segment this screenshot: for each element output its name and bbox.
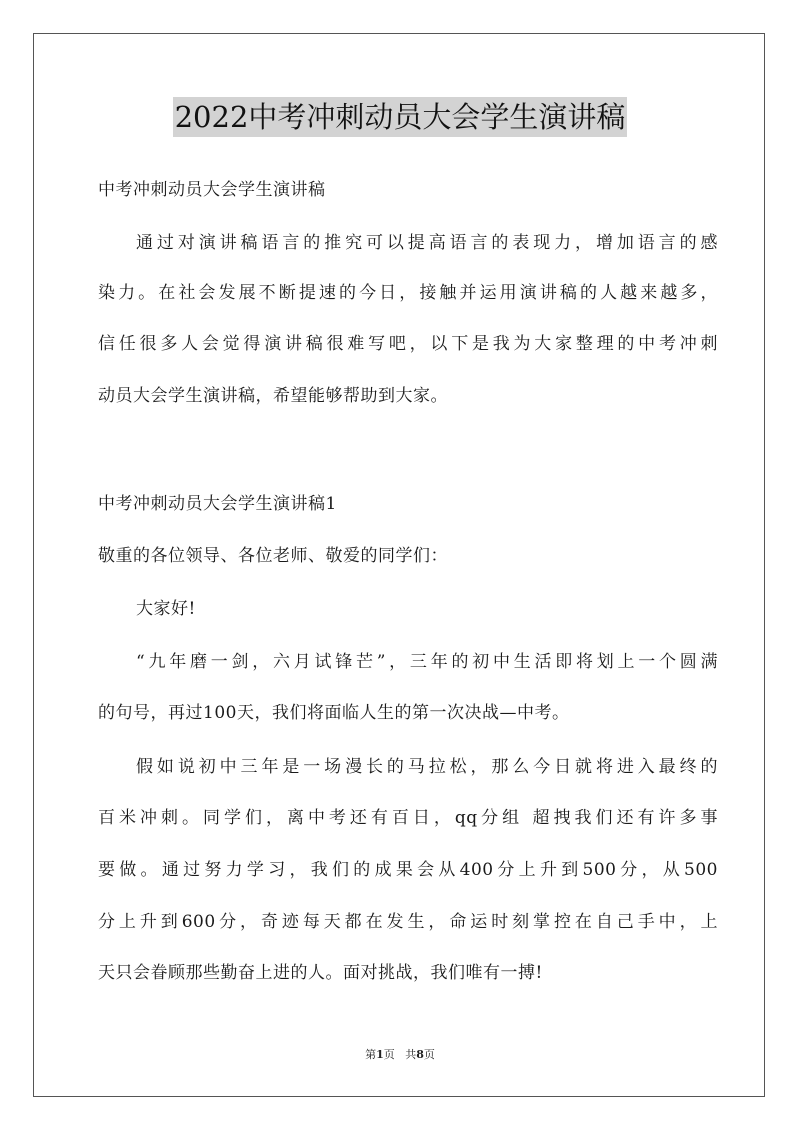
intro-line-4: 动员大会学生演讲稿，希望能够帮助到大家。 bbox=[98, 386, 448, 406]
footer-total-pages: 8 bbox=[416, 1048, 424, 1061]
document-title-text: 2022中考冲刺动员大会学生演讲稿 bbox=[173, 97, 628, 137]
document-subtitle: 中考冲刺动员大会学生演讲稿 bbox=[98, 180, 326, 200]
para2-line-1: 假如说初中三年是一场漫长的马拉松，那么今日就将进入最终的 bbox=[136, 757, 718, 777]
para2-line-4: 分上升到600分，奇迹每天都在发生，命运时刻掌控在自己手中，上 bbox=[98, 912, 718, 932]
para2-line-2: 百米冲刺。同学们，离中考还有百日，qq分组 超拽我们还有许多事 bbox=[98, 808, 718, 828]
intro-line-2: 染力。在社会发展不断提速的今日，接触并运用演讲稿的人越来越多， bbox=[98, 283, 718, 303]
section-heading: 中考冲刺动员大会学生演讲稿1 bbox=[98, 494, 337, 514]
para2-line-3: 要做。通过努力学习，我们的成果会从400分上升到500分，从500 bbox=[98, 860, 718, 880]
footer-current-page: 1 bbox=[376, 1048, 384, 1061]
para2-line-5: 天只会眷顾那些勤奋上进的人。面对挑战，我们唯有一搏! bbox=[98, 963, 543, 983]
para1-line-2: 的句号，再过100天，我们将面临人生的第一次决战—中考。 bbox=[98, 703, 570, 723]
intro-line-1: 通过对演讲稿语言的推究可以提高语言的表现力，增加语言的感 bbox=[136, 233, 718, 253]
document-title bbox=[0, 97, 800, 137]
greeting: 大家好! bbox=[136, 599, 196, 619]
para1-line-1: “九年磨一剑，六月试锋芒”，三年的初中生活即将划上一个圆满 bbox=[136, 652, 718, 672]
salutation: 敬重的各位领导、各位老师、敬爱的同学们： bbox=[98, 546, 448, 566]
page-footer bbox=[0, 1046, 800, 1062]
footer-prefix: 第 bbox=[365, 1048, 377, 1061]
footer-page-unit: 页 bbox=[383, 1048, 395, 1061]
intro-line-3: 信任很多人会觉得演讲稿很难写吧，以下是我为大家整理的中考冲刺 bbox=[98, 334, 718, 354]
footer-total-unit: 页 bbox=[423, 1048, 435, 1061]
footer-total-prefix: 共 bbox=[405, 1048, 417, 1061]
